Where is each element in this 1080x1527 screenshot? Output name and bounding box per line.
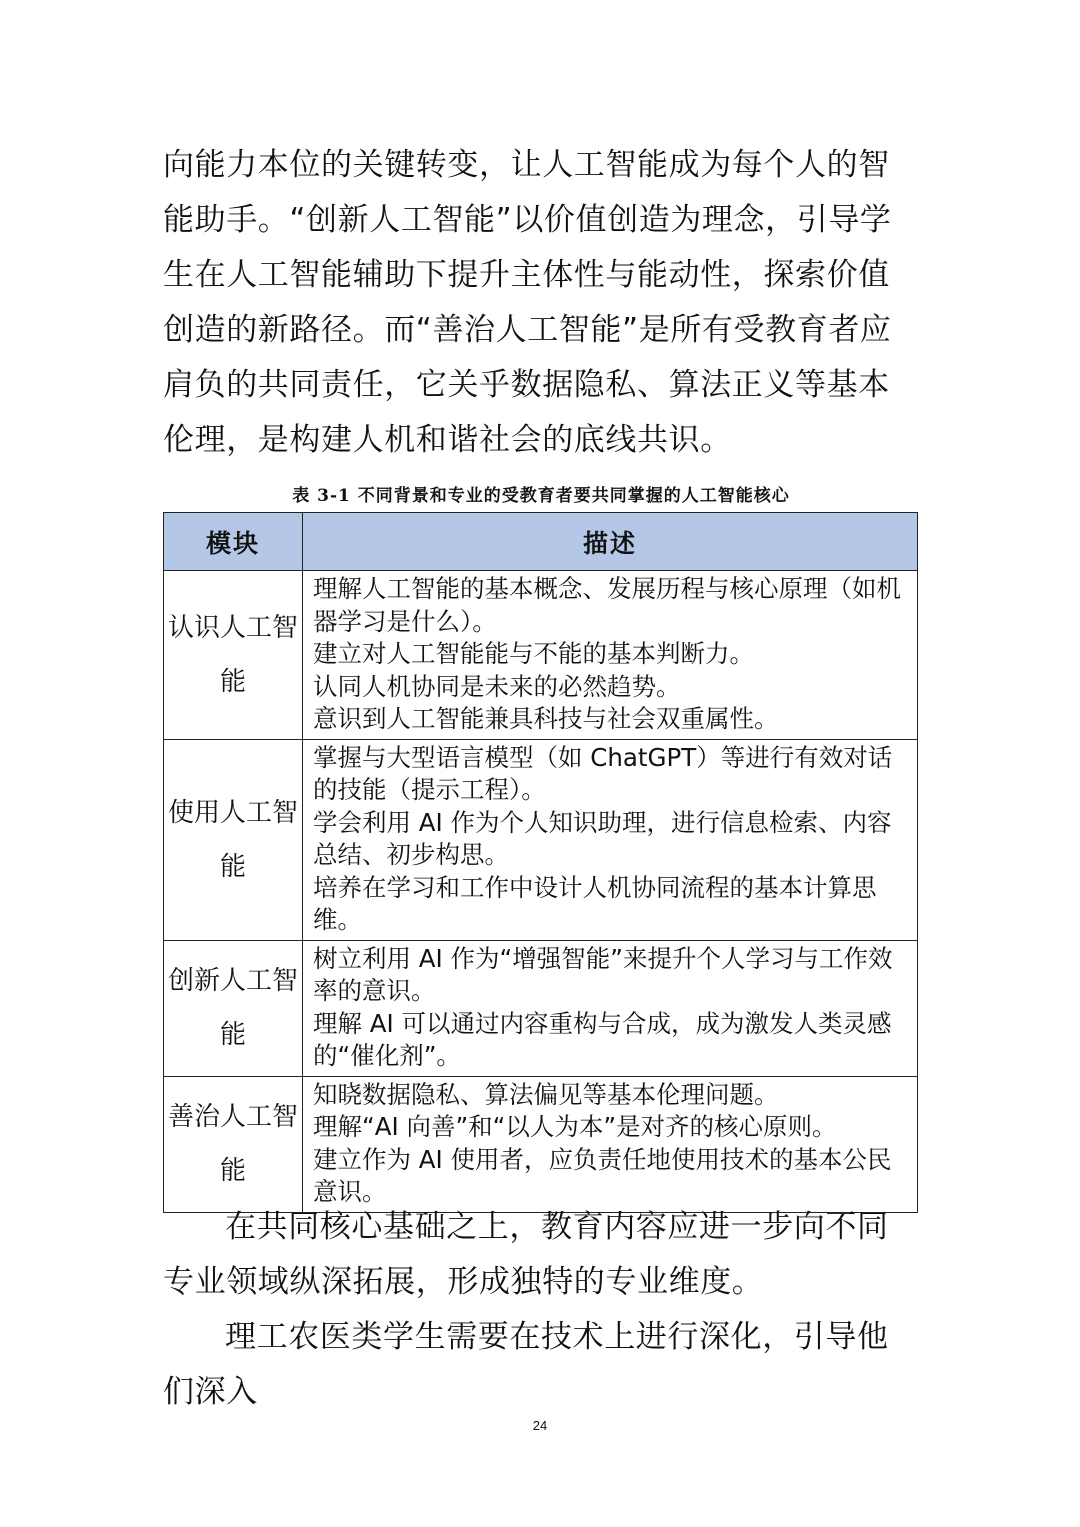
description-line: 学会利用 AI 作为个人知识助理，进行信息检索、内容总结、初步构思。 — [313, 807, 892, 869]
paragraph: 向能力本位的关键转变，让人工智能成为每个人的智能助手。“创新人工智能”以价值创造为理念，引导学生在人工智能辅助下提升主体性与能动性，探索价值创造的新路径。而“善治人工智能”是所有受教育者应肩负的共同责任，它关乎数据隐私、算法正义等基本伦理，是构建人机和谐社会的底线共识。 — [163, 147, 892, 458]
table-row — [164, 571, 918, 740]
description-line: 理解 AI 可以通过内容重构与合成，成为激发人类灵感的“催化剂”。 — [313, 1008, 892, 1070]
table-caption: 表 3-1 不同背景和专业的受教育者要共同掌握的人工智能核心 — [292, 486, 790, 506]
description-line: 培养在学习和工作中设计人机协同流程的基本计算思维。 — [313, 872, 877, 934]
paragraph: 理工农医类学生需要在技术上进行深化，引导他们深入 — [163, 1319, 889, 1410]
description-line: 树立利用 AI 作为“增强智能”来提升个人学习与工作效率的意识。 — [313, 943, 893, 1005]
paragraph: 在共同核心基础之上，教育内容应进一步向不同专业领域纵深拓展，形成独特的专业维度。 — [163, 1209, 889, 1300]
module-cell: 善治人工智能 — [164, 1076, 303, 1212]
page-number: 24 — [532, 1418, 548, 1433]
column-header-description: 描述 — [303, 513, 918, 571]
description-line: 知晓数据隐私、算法偏见等基本伦理问题。 — [313, 1079, 779, 1109]
body-text-bottom — [163, 1200, 919, 1420]
description-cell — [303, 571, 918, 740]
core-competency-table — [163, 512, 918, 1213]
column-header-module: 模块 — [164, 513, 303, 571]
description-line: 理解人工智能的基本概念、发展历程与核心原理（如机器学习是什么）。 — [313, 574, 901, 636]
table-header-row — [164, 513, 918, 571]
table-row — [164, 940, 918, 1076]
description-line: 意识到人工智能兼具科技与社会双重属性。 — [313, 704, 779, 733]
table-row — [164, 1076, 918, 1212]
description-line: 建立对人工智能能与不能的基本判断力。 — [313, 639, 754, 668]
description-cell — [303, 1076, 918, 1212]
module-cell: 认识人工智能 — [164, 571, 303, 740]
body-text-top — [163, 138, 919, 468]
module-cell: 使用人工智能 — [164, 739, 303, 940]
description-line: 掌握与大型语言模型（如 ChatGPT）等进行有效对话的技能（提示工程）。 — [313, 742, 893, 804]
description-line: 理解“AI 向善”和“以人为本”是对齐的核心原则。 — [313, 1112, 837, 1141]
description-cell — [303, 940, 918, 1076]
module-cell: 创新人工智能 — [164, 940, 303, 1076]
table-row — [164, 739, 918, 940]
description-line: 认同人机协同是未来的必然趋势。 — [313, 671, 681, 701]
description-cell — [303, 739, 918, 940]
description-line: 建立作为 AI 使用者，应负责任地使用技术的基本公民意识。 — [313, 1144, 892, 1206]
